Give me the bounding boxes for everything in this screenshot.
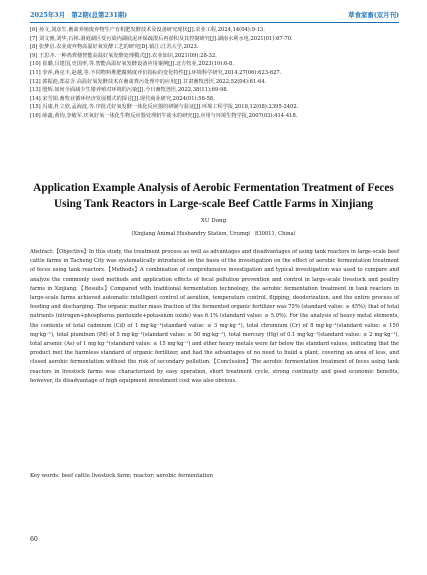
author-name: XU Dong: [200, 218, 227, 224]
reference-item: [13] 殷辉.如何全面减少生猪养殖对环境的污染[J].今日畜牧兽医,2022,38(11):69-98.: [30, 87, 229, 94]
reference-item: [15] 冯康,杜立欣,孟海波,等.序批式好氧发酵一体化反应器的研制与验证[J].环境工程学报,2018,12(08):2395-2402.: [30, 104, 299, 111]
reference-item: [8] 张梦启.农业废弃物高温好氧发酵工艺的研究[D].镇江:江苏大学,2023.: [30, 44, 199, 51]
paper-title: Application Example Analysis of Aerobic Fermentation Treatment of Feces Using Tank Reactors in Large-scale Beef Cattle Farms in Xinjiang: [33, 182, 394, 210]
journal-name: 草食家畜(双月刊): [348, 11, 399, 19]
keywords: [30, 473, 399, 479]
reference-list: [30, 26, 401, 121]
reference-item: [7] 刘文雅,刘华,石林.洞庭湖区受污染内湖底泥环保疏浚后再淤积及其控制研究[J].湖南水利水电,2021(01):67-70.: [30, 35, 293, 42]
reference-item: [6] 孙文,刘彦生.畜禽养殖废弃物生产有机肥发酵技术及设备研究现状[J].农业工程,2024,14(04):9-13.: [30, 27, 265, 33]
keywords-text: beef cattle livestock farm; reactor; aerobic fermentation: [61, 473, 213, 479]
reference-item: [12] 郭振彪,郑益含.高温好氧发酵技术在畜禽粪污处理中的应用[J].甘肃畜牧兽医,2022,52(04):61-64.: [30, 78, 267, 85]
header-divider: [30, 22, 399, 23]
reference-item: [14] 宋雪娟.畜牧业循环经济发展模式的探讨[J].现代商业研究,2024(01):56-58.: [30, 95, 215, 102]
abstract: [30, 248, 399, 386]
reference-item: [10] 崔璐,吕建国,史国率,等.智能高温好氧发酵设备应用案例[J].北方牧业,2023(10):6-8.: [30, 61, 234, 68]
author-affiliation: (Xinjiang Animal Husbandry Station, Urumqi 830011, China): [131, 231, 296, 237]
reference-item: [16] 薛鑫,黄钧,李敏军.厌氧好氧一体化生物反应器处理奶牛废水的研究[J].应用与环境生物学报,2007(03):414-418.: [30, 112, 298, 119]
keywords-label: Key words:: [30, 473, 60, 479]
abstract-label: Abstract:: [30, 249, 54, 255]
abstract-text: 【Objective】In this study, the treatment process as well as advantages and disadvantages of using tank reactors in large-scale beef cattle farms in Tacheng City was systematically introduced on the basis of the investigation on the effect of aerobic fermentation treatment of feces using tank reactors.【Methods】A combination of comprehensive investigation and typical investigation was used to compare and analyze the commonly used methods and application effects of fecal pollution prevention and control in large-scale livestock and poultry farms in Xinjiang.【Results】Compared with traditional fermentation technology, the aerobic fermentation treatment in tank reactors in large-scale farms achieved automatic intelligent control of aeration, temperature control, flipping, deodorization, and the entire process of feeding and discharging. The organic matter mass fraction of the fermented organic fertilizer was 75% (standard value: ≥ 45%); that of total nutrients (nitrogen+phosphorus pentoxide+potassium oxide) was 6.1% (standard value: ≥ 5.0%). For the analysis of heavy metal elements, the contents of total cadmium (Cd) of 1 mg·kg⁻¹(standard value: ≤ 3 mg·kg⁻¹), total chromium (Cr) of 8 mg·kg⁻¹(standard value: ≤ 150 mg·kg⁻¹), total plumbum (Pd) of 5 mg·kg⁻¹(standard value: ≤ 50 mg·kg⁻¹), total mercury (Hg) of 0.1 mg·kg⁻¹(standard value: ≤ 2 mg·kg⁻¹), total arsenic (As) of 1 mg·kg⁻¹(standard value: ≤ 15 mg·kg⁻¹) and other heavy metals were far below the standard values, indicating that the product met the harmless standard of organic fertilizer, and had the advantages of no need to build a plant, covering an area of less, and closed aerobic fermentation without the risk of secondary pollution.【Conclusion】The aerobic fermentation treatment of feces using tank reactors in livestock farms was characterized by easy operation, short treatment cycle, strong continuity and good economic benefits, however, its disadvantage of high equipment investment cost was also obvious.: [30, 249, 399, 384]
reference-item: [11] 李萍,蒋克丰,赵越,等.不同物料堆肥腐熟度评价指标的变化特性[J].环境科学研究,2014,27(06):623-627.: [30, 69, 282, 76]
issue-info: 2025年3月 第2期(总第231期): [30, 11, 128, 19]
page-number: 60: [30, 536, 38, 543]
reference-item: [9] 王思齐.一种鸡粪便智能高温好氧发酵处理模式[J].农业知识,2021(09):28-32.: [30, 52, 217, 59]
running-header: [30, 8, 399, 22]
